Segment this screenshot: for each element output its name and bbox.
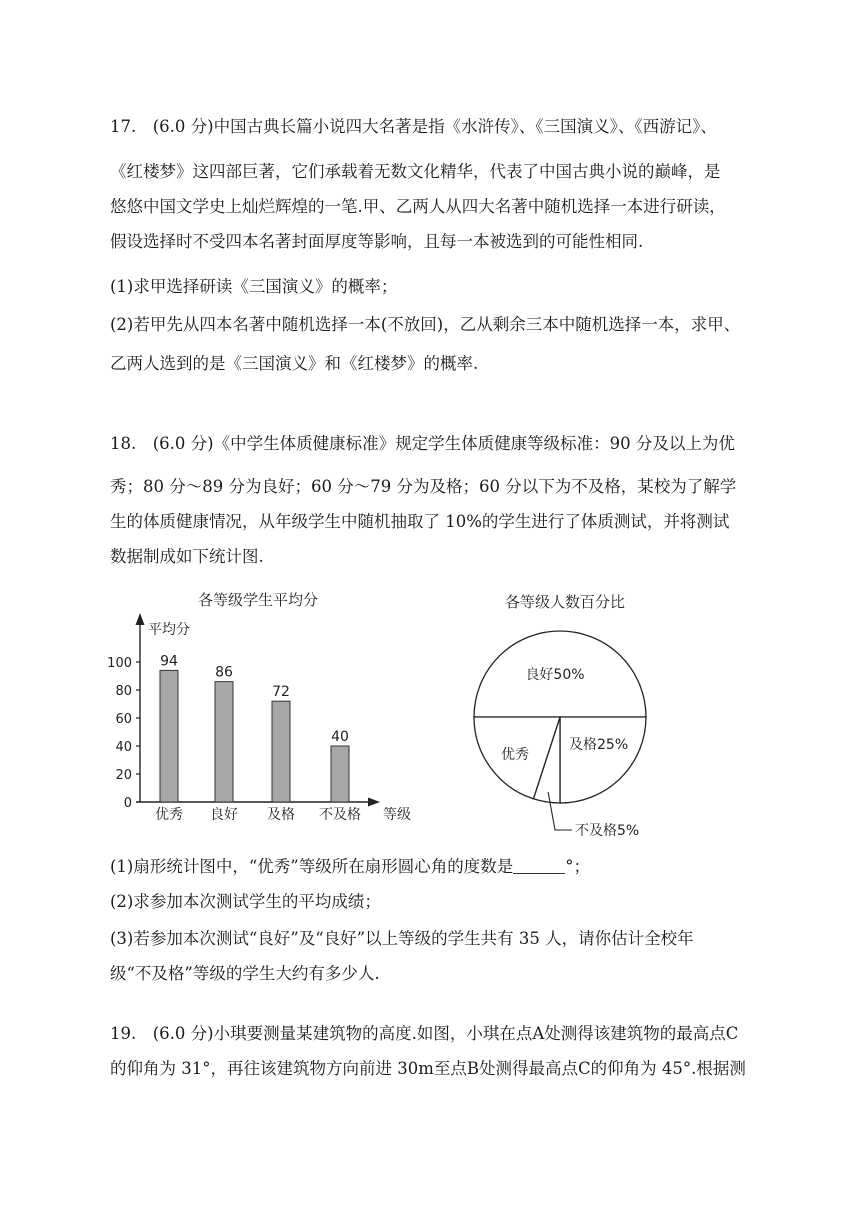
pie-slice-label: 及格25%: [569, 737, 629, 753]
q17-part-2a: (2)若甲先从四本名著中随机选择一本(不放回)，乙从剩余三本中随机选择一本，求甲、: [110, 315, 741, 334]
pie-slice-label: 不及格5%: [575, 823, 640, 839]
bar-ytick-label: 20: [115, 768, 132, 783]
pie-slice-label: 优秀: [501, 747, 529, 763]
q18-part-3a: (3)若参加本次测试“良好”及“良好”以上等级的学生共有 35 人，请你估计全校年: [110, 929, 694, 948]
pie-slice-label: 良好50%: [525, 667, 585, 683]
bar-category-label: 良好: [210, 807, 238, 823]
bar-x-label: 等级: [383, 807, 411, 823]
bar-category-label: 不及格: [319, 807, 361, 823]
bar-2: [215, 682, 233, 802]
q18-line-1: 18. (6.0 分)《中学生体质健康标准》规定学生体质健康等级标准：90 分及以上为优: [110, 434, 735, 453]
bar-chart-title: 各等级学生平均分: [197, 591, 319, 609]
bar-x-axis-arrow: [368, 798, 380, 807]
q18-line-2: 秀；80 分～89 分为良好；60 分～79 分为及格；60 分以下为不及格，某校为了解学: [110, 477, 737, 496]
q19-line-1: 19. (6.0 分)小琪要测量某建筑物的高度.如图，小琪在点A处测得该建筑物的最高点C: [110, 1024, 739, 1043]
bar-chart: [107, 585, 430, 835]
bar-category-label: 优秀: [155, 807, 183, 823]
bar-ytick-label: 80: [115, 684, 132, 699]
q17-part-1: (1)求甲选择研读《三国演义》的概率；: [110, 277, 398, 296]
bar-1: [160, 670, 178, 802]
bar-value-label: 40: [331, 729, 349, 745]
bar-category-label: 及格: [267, 807, 295, 823]
pie-chart: [460, 585, 700, 845]
bar-ytick-label: 40: [115, 740, 132, 755]
q17-line-4: 假设选择时不受四本名著封面厚度等影响，且每一本被选到的可能性相同.: [110, 232, 644, 251]
q18-part-1-unit: °；: [565, 857, 590, 876]
bar-value-label: 94: [160, 653, 178, 670]
bar-4: [331, 746, 349, 802]
q18-part-3b: 级“不及格”等级的学生大约有多少人.: [110, 964, 380, 983]
pie-chart-title: 各等级人数百分比: [504, 593, 626, 611]
q19-line-2: 的仰角为 31°，再往该建筑物方向前进 30m至点B处测得最高点C的仰角为 45°.根据测: [110, 1059, 746, 1078]
q18-line-3: 生的体质健康情况，从年级学生中随机抽取了 10%的学生进行了体质测试，并将测试: [110, 512, 730, 531]
answer-blank[interactable]: [513, 857, 565, 874]
bar-value-label: 72: [272, 684, 290, 701]
bar-3: [272, 701, 290, 802]
bar-ytick-label: 100: [107, 656, 132, 671]
q17-line-2: 《红楼梦》这四部巨著，它们承载着无数文化精华，代表了中国古典小说的巅峰，是: [110, 162, 721, 181]
q18-part-1: [110, 857, 590, 877]
q18-part-2: (2)求参加本次测试学生的平均成绩；: [110, 892, 381, 911]
bar-y-axis-arrow: [136, 613, 145, 625]
bar-y-label: 平均分: [148, 622, 190, 638]
q18-part-1-text: (1)扇形统计图中，“优秀”等级所在扇形圆心角的度数是: [110, 857, 514, 876]
bar-ytick-label: 60: [115, 712, 132, 727]
q17-line-3: 悠悠中国文学史上灿烂辉煌的一笔.甲、乙两人从四大名著中随机选择一本进行研读，: [110, 197, 726, 216]
bar-ytick-label: 0: [123, 796, 132, 811]
pie-slice-2: [560, 717, 646, 803]
q18-line-4: 数据制成如下统计图.: [110, 547, 264, 566]
q17-part-2b: 乙两人选到的是《三国演义》和《红楼梦》的概率.: [110, 354, 479, 373]
q17-line-1: 17. (6.0 分)中国古典长篇小说四大名著是指《水浒传》、《三国演义》、《西游记》、: [110, 117, 717, 136]
bar-value-label: 86: [215, 664, 233, 681]
